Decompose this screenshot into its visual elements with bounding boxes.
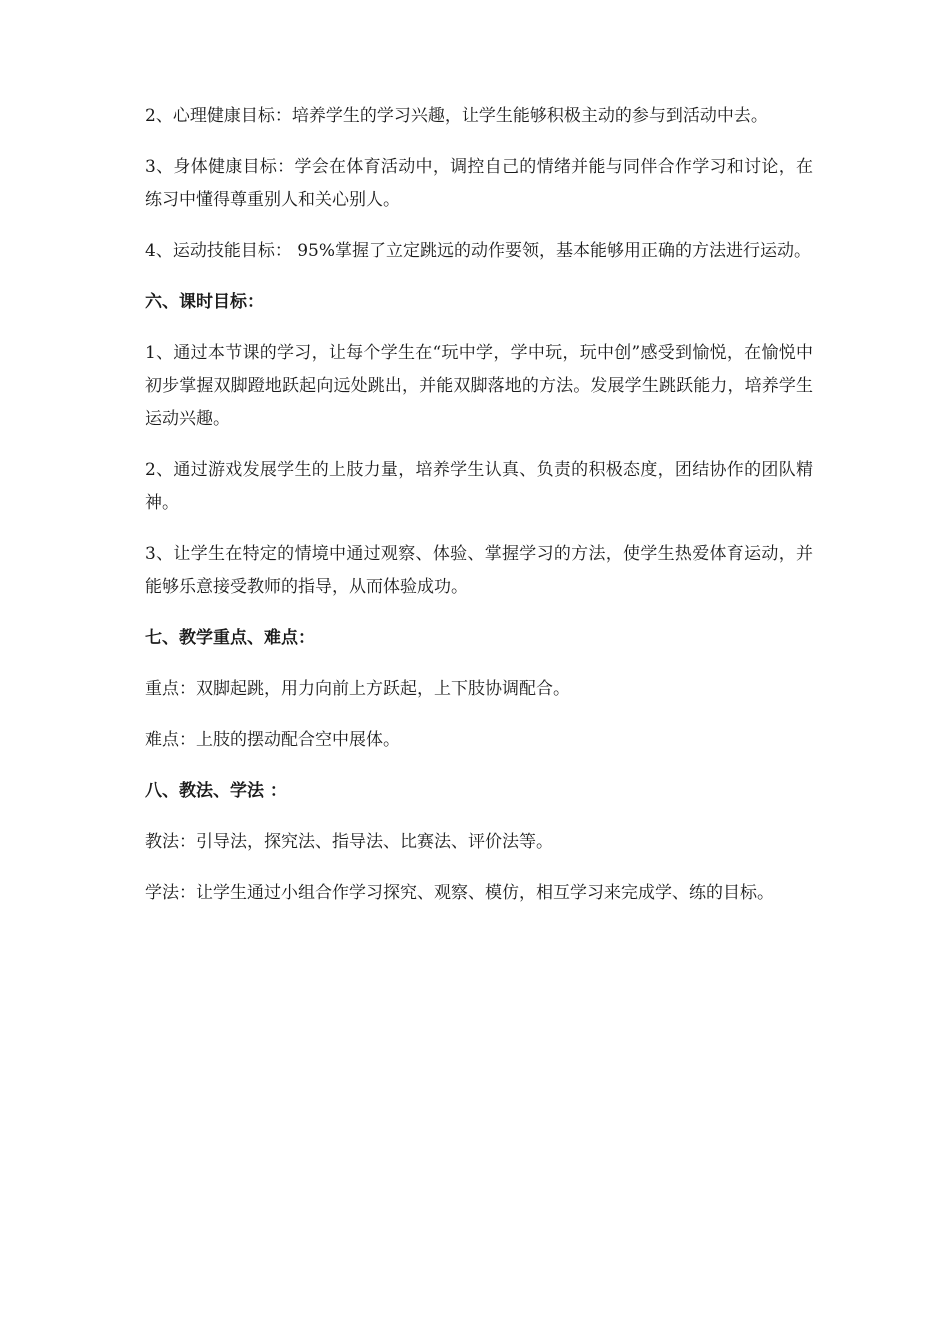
- paragraph-physical-health-goal: 3、身体健康目标：学会在体育活动中，调控自己的情绪并能与同伴合作学习和讨论，在练习中懂得尊重别人和关心别人。: [145, 157, 813, 210]
- paragraph-teaching-methods: 教法：引导法，探究法、指导法、比赛法、评价法等。: [145, 832, 553, 852]
- paragraph-lesson-goal-1: 1、通过本节课的学习，让每个学生在“玩中学，学中玩，玩中创”感受到愉悦，在愉悦中初步掌握双脚蹬地跃起向远处跳出，并能双脚落地的方法。发展学生跳跃能力，培养学生运动兴趣。: [145, 343, 813, 429]
- paragraph-learning-methods: 学法：让学生通过小组合作学习探究、观察、模仿，相互学习来完成学、练的目标。: [145, 883, 774, 903]
- section-heading-methods: 八、教法、学法 ：: [145, 781, 287, 801]
- paragraph-lesson-goal-2: 2、通过游戏发展学生的上肢力量，培养学生认真、负责的积极态度，团结协作的团队精神。: [145, 460, 813, 513]
- paragraph-difficult-point: 难点：上肢的摆动配合空中展体。: [145, 730, 400, 750]
- section-heading-key-points: 七、教学重点、难点：: [145, 628, 315, 648]
- section-heading-lesson-goals: 六、课时目标：: [145, 292, 264, 312]
- paragraph-motor-skill-goal: 4、运动技能目标： 95%掌握了立定跳远的动作要领，基本能够用正确的方法进行运动。: [145, 241, 812, 261]
- paragraph-mental-health-goal: 2、心理健康目标：培养学生的学习兴趣，让学生能够积极主动的参与到活动中去。: [145, 106, 768, 126]
- document-page: [145, 100, 813, 928]
- paragraph-lesson-goal-3: 3、让学生在特定的情境中通过观察、体验、掌握学习的方法，使学生热爱体育运动，并能够乐意接受教师的指导，从而体验成功。: [145, 544, 813, 597]
- paragraph-key-point: 重点：双脚起跳，用力向前上方跃起，上下肢协调配合。: [145, 679, 570, 699]
